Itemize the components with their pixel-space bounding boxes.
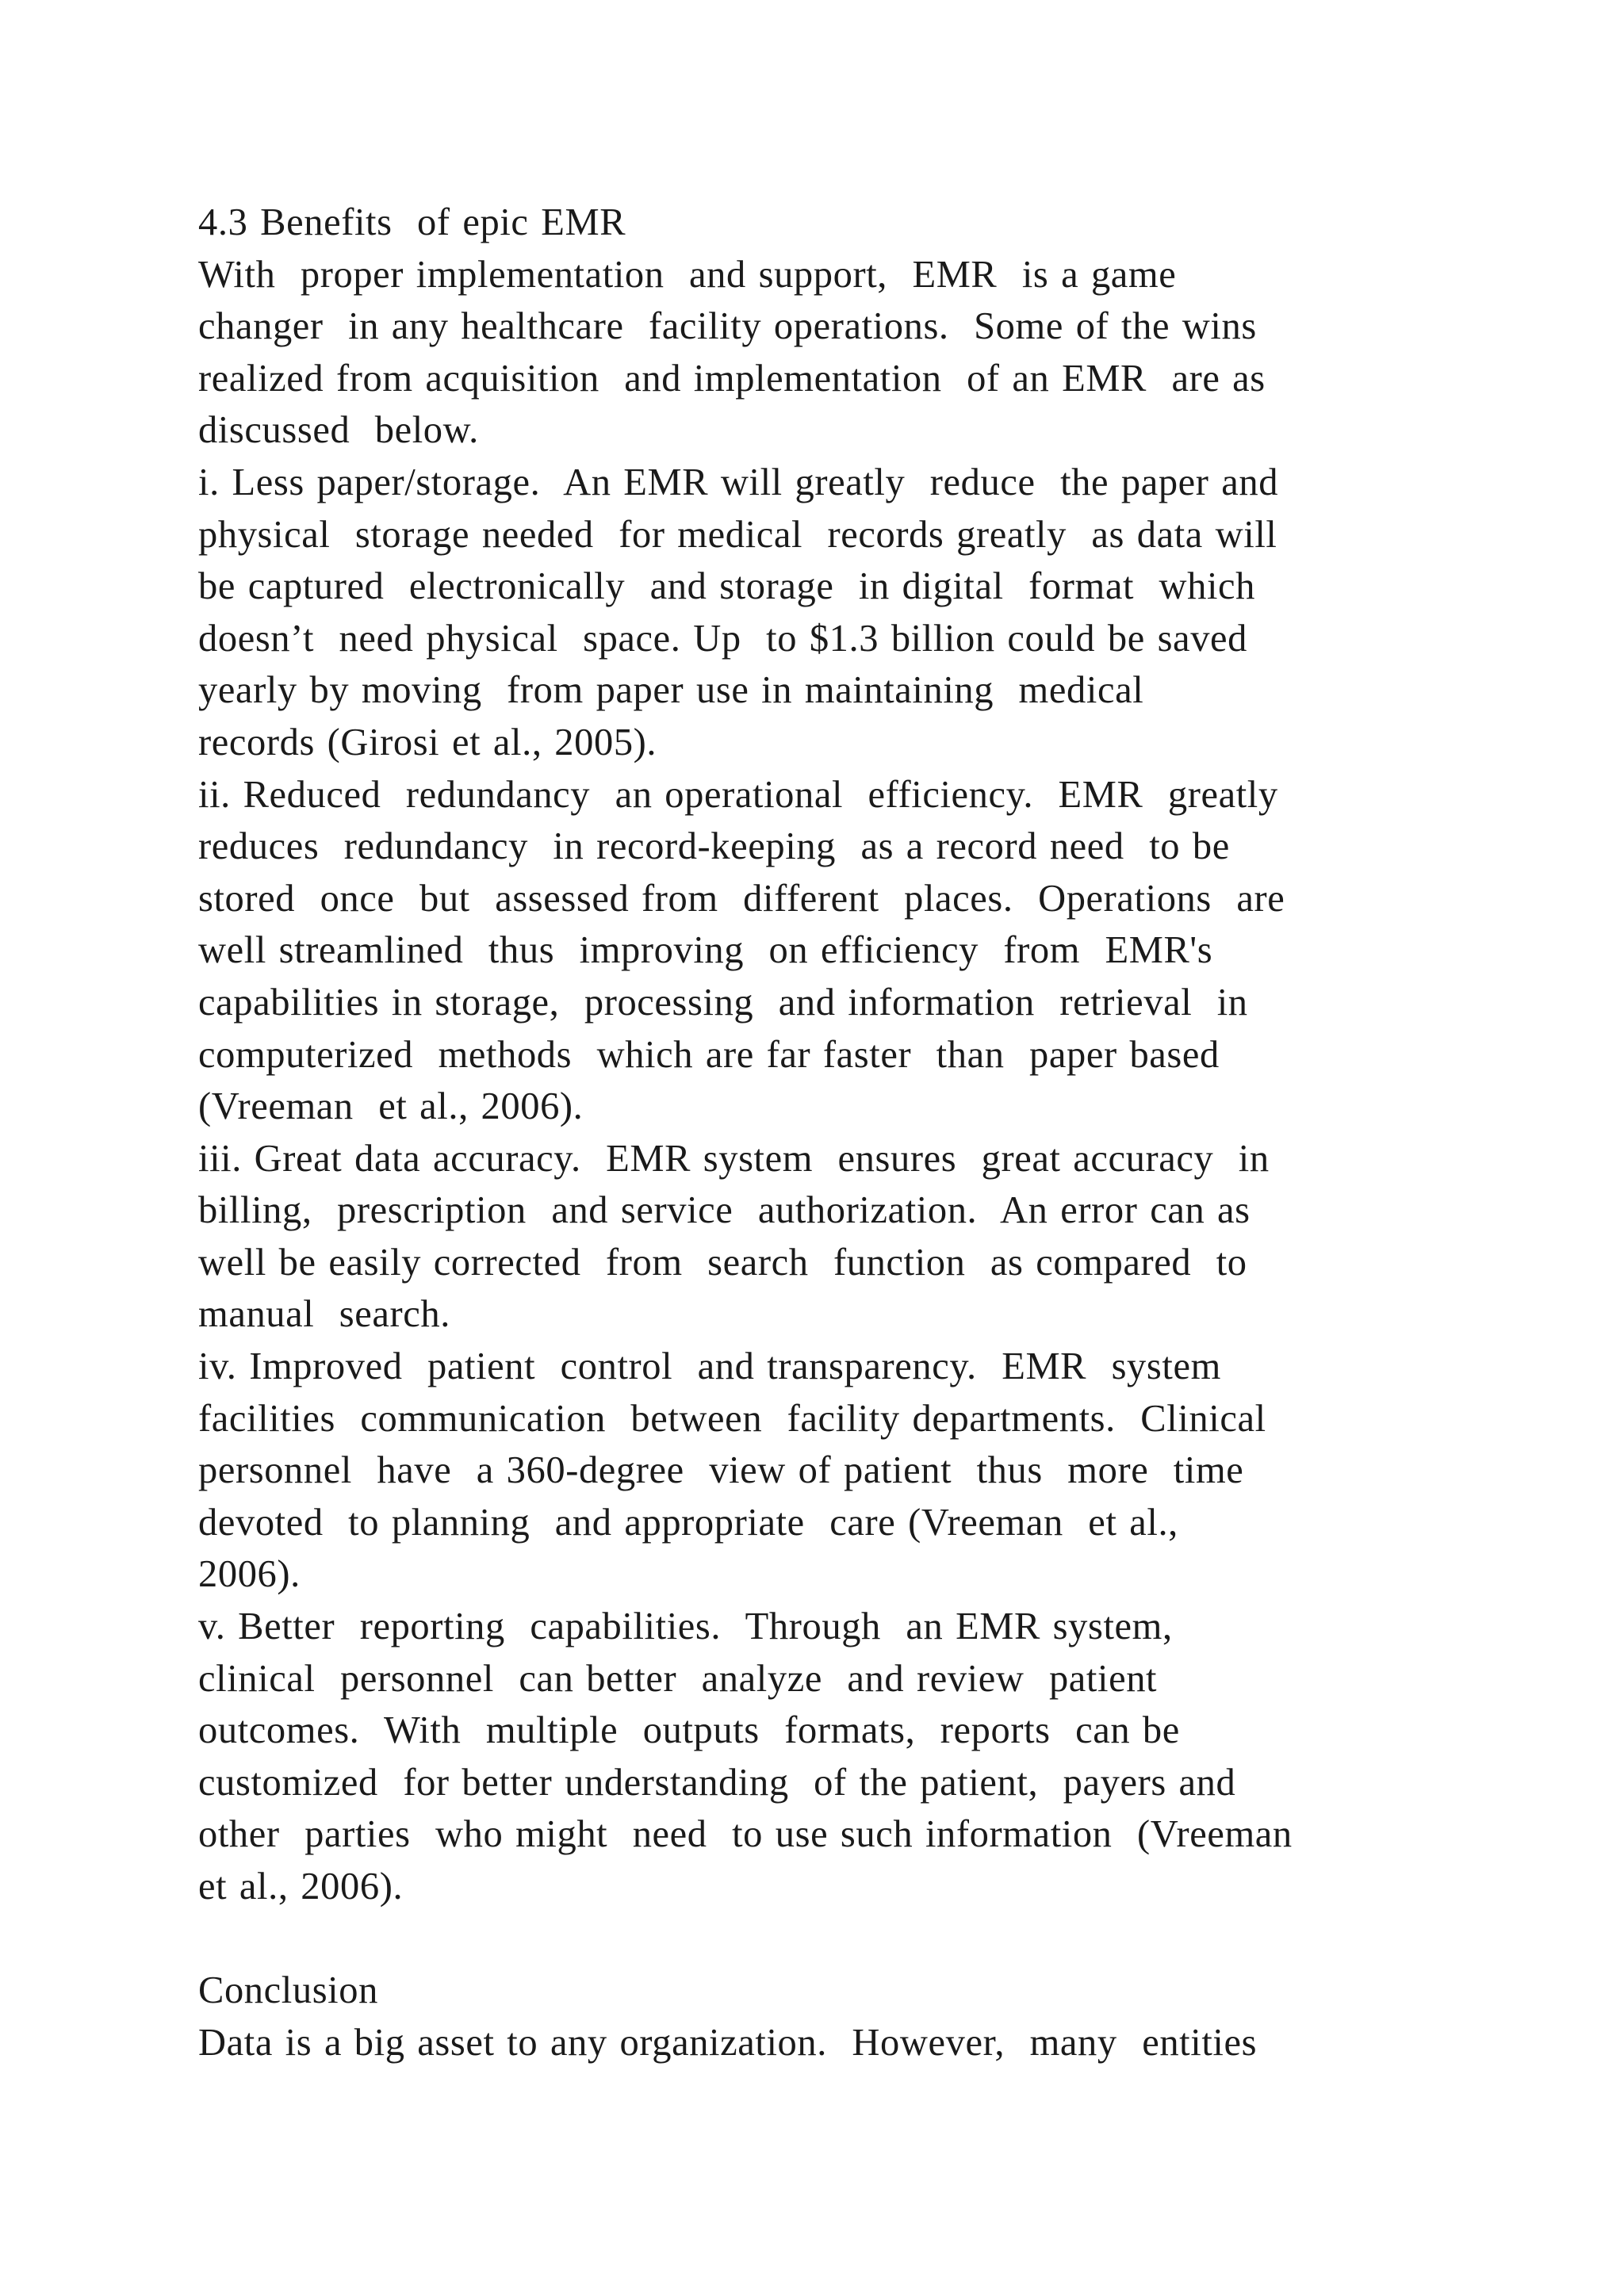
item-iv-line: personnel have a 360-degree view of patient thus more time — [198, 1449, 1244, 1492]
item-v-line: outcomes. With multiple outputs formats, reports can be — [198, 1709, 1180, 1752]
item-iii-line: well be easily corrected from search function as compared to — [198, 1241, 1247, 1284]
item-iv-line: 2006). — [198, 1553, 301, 1596]
document-body — [198, 197, 1483, 2068]
item-i-line: be captured electronically and storage in digital format which — [198, 565, 1256, 608]
intro-line: With proper implementation and support, EMR is a game — [198, 253, 1177, 296]
item-i-line: i. Less paper/storage. An EMR will greatly reduce the paper and — [198, 461, 1279, 503]
item-iv-line: iv. Improved patient control and transparency. EMR system — [198, 1345, 1221, 1388]
item-iv-line: devoted to planning and appropriate care (Vreeman et al., — [198, 1501, 1178, 1544]
conclusion-line: Data is a big asset to any organization. However, many entities — [198, 2021, 1258, 2064]
item-v-line: clinical personnel can better analyze and review patient — [198, 1657, 1158, 1700]
item-v-line: v. Better reporting capabilities. Through an EMR system, — [198, 1605, 1173, 1648]
intro-line: realized from acquisition and implementation of an EMR are as — [198, 357, 1266, 400]
item-iii-line: billing, prescription and service authorization. An error can as — [198, 1189, 1251, 1232]
intro-line: discussed below. — [198, 409, 479, 452]
item-v-line: et al., 2006). — [198, 1866, 404, 1908]
item-i-line: doesn’t need physical space. Up to $1.3 billion could be saved — [198, 617, 1248, 660]
item-iii-line: manual search. — [198, 1293, 450, 1336]
item-i-line: yearly by moving from paper use in maintaining medical — [198, 669, 1144, 712]
item-ii-line: ii. Reduced redundancy an operational efficiency. EMR greatly — [198, 773, 1278, 816]
item-v-line: other parties who might need to use such information (Vreeman — [198, 1813, 1293, 1856]
item-iv-line: facilities communication between facility departments. Clinical — [198, 1397, 1266, 1440]
item-ii-line: stored once but assessed from different places. Operations are — [198, 877, 1285, 920]
section-heading: 4.3 Benefits of epic EMR — [198, 201, 626, 243]
item-ii-line: well streamlined thus improving on efficiency from EMR's — [198, 929, 1213, 972]
item-ii-line: (Vreeman et al., 2006). — [198, 1085, 584, 1128]
paragraph-gap — [198, 1913, 1483, 1965]
item-v-line: customized for better understanding of the patient, payers and — [198, 1761, 1236, 1804]
item-i-line: physical storage needed for medical records greatly as data will — [198, 513, 1277, 556]
conclusion-heading: Conclusion — [198, 1969, 378, 2012]
item-ii-line: reduces redundancy in record-keeping as a record need to be — [198, 825, 1230, 868]
intro-line: changer in any healthcare facility operations. Some of the wins — [198, 305, 1257, 348]
item-ii-line: capabilities in storage, processing and information retrieval in — [198, 981, 1248, 1024]
item-i-line: records (Girosi et al., 2005). — [198, 721, 657, 763]
item-iii-line: iii. Great data accuracy. EMR system ensures great accuracy in — [198, 1137, 1270, 1180]
item-ii-line: computerized methods which are far faster than paper based — [198, 1033, 1220, 1076]
